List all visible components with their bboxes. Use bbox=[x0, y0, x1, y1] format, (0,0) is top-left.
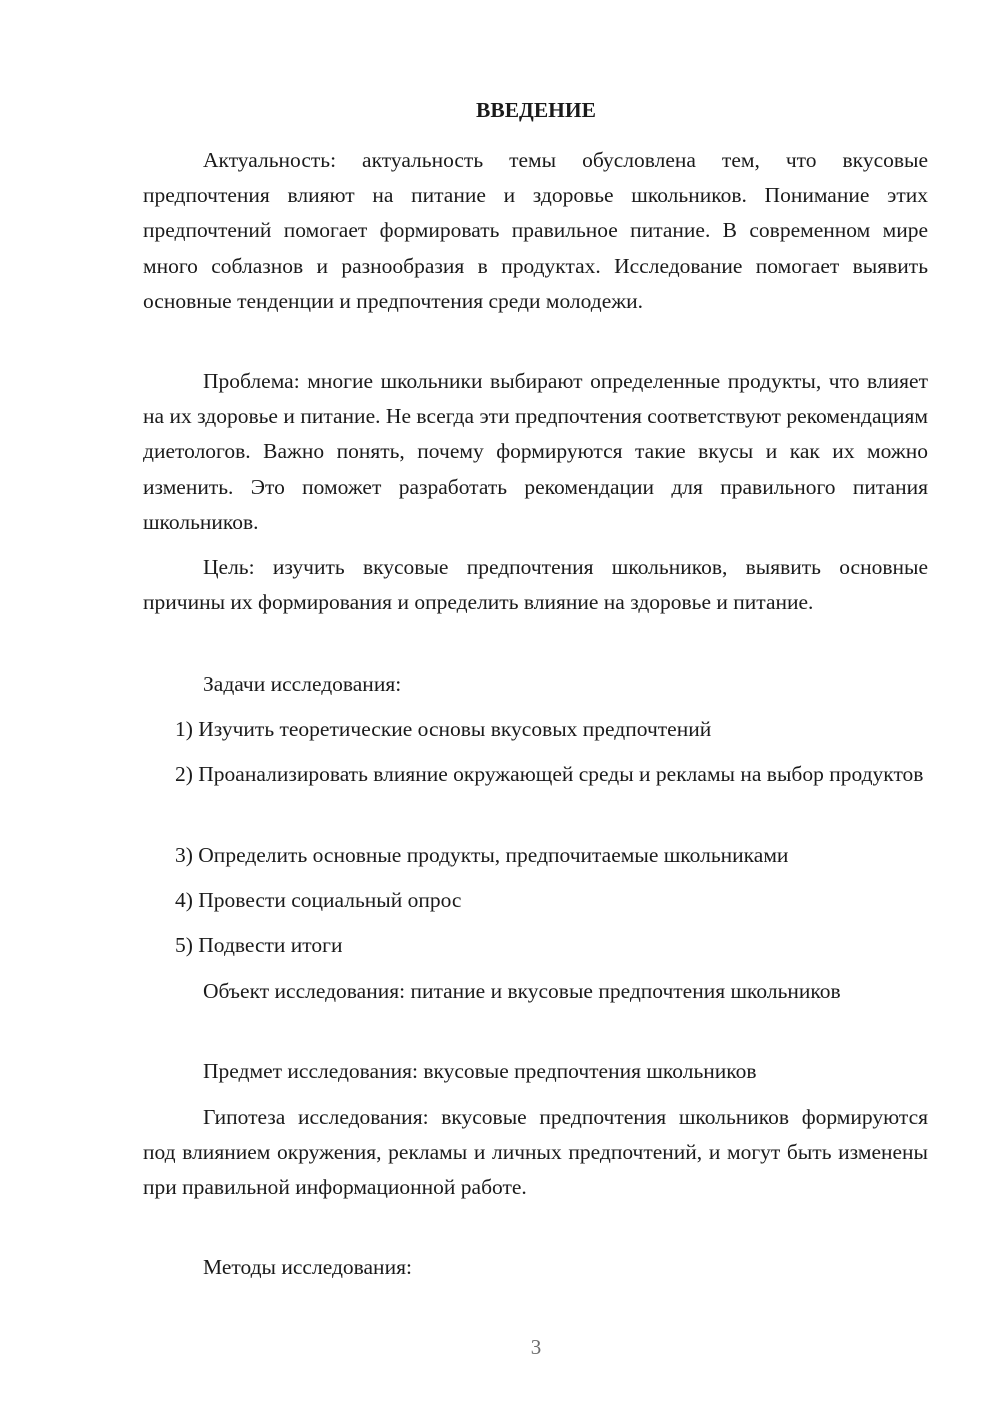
tasks-heading: Задачи исследования: bbox=[203, 672, 402, 696]
task-item-4: 4) Провести социальный опрос bbox=[175, 888, 462, 912]
subject-paragraph: Предмет исследования: вкусовые предпочтения школьников bbox=[203, 1059, 757, 1083]
section-heading: ВВЕДЕНИЕ bbox=[476, 98, 596, 122]
relevance-paragraph: Актуальность: актуальность темы обусловлена тем, что вкусовые предпочтения влияют на питание и здоровье школьников. Понимание этих предпочтений помогает формировать правильное питание. В современном мире много соблазнов и разнообразия в продуктах. Исследование помогает выявить основные тенденции и предпочтения среди молодежи. bbox=[143, 148, 928, 313]
object-paragraph: Объект исследования: питание и вкусовые предпочтения школьников bbox=[203, 979, 841, 1003]
problem-paragraph: Проблема: многие школьники выбирают определенные продукты, что влияет на их здоровье и питание. Не всегда эти предпочтения соответствуют рекомендациям диетологов. Важно понять, почему формируются такие вкусы и как их можно изменить. Это поможет разработать рекомендации для правильного питания школьников. bbox=[143, 369, 928, 534]
methods-heading: Методы исследования: bbox=[203, 1255, 412, 1279]
task-item-1: 1) Изучить теоретические основы вкусовых предпочтений bbox=[175, 717, 712, 741]
page-number: 3 bbox=[530, 1335, 542, 1359]
hypothesis-paragraph: Гипотеза исследования: вкусовые предпочтения школьников формируются под влиянием окружения, рекламы и личных предпочтений, и могут быть изменены при правильной информационной работе. bbox=[143, 1105, 928, 1200]
task-item-3: 3) Определить основные продукты, предпочитаемые школьниками bbox=[175, 843, 789, 867]
task-item-5: 5) Подвести итоги bbox=[175, 933, 343, 957]
task-item-2: 2) Проанализировать влияние окружающей среды и рекламы на выбор продуктов bbox=[175, 762, 924, 786]
goal-paragraph: Цель: изучить вкусовые предпочтения школьников, выявить основные причины их формирования и определить влияние на здоровье и питание. bbox=[143, 555, 928, 615]
